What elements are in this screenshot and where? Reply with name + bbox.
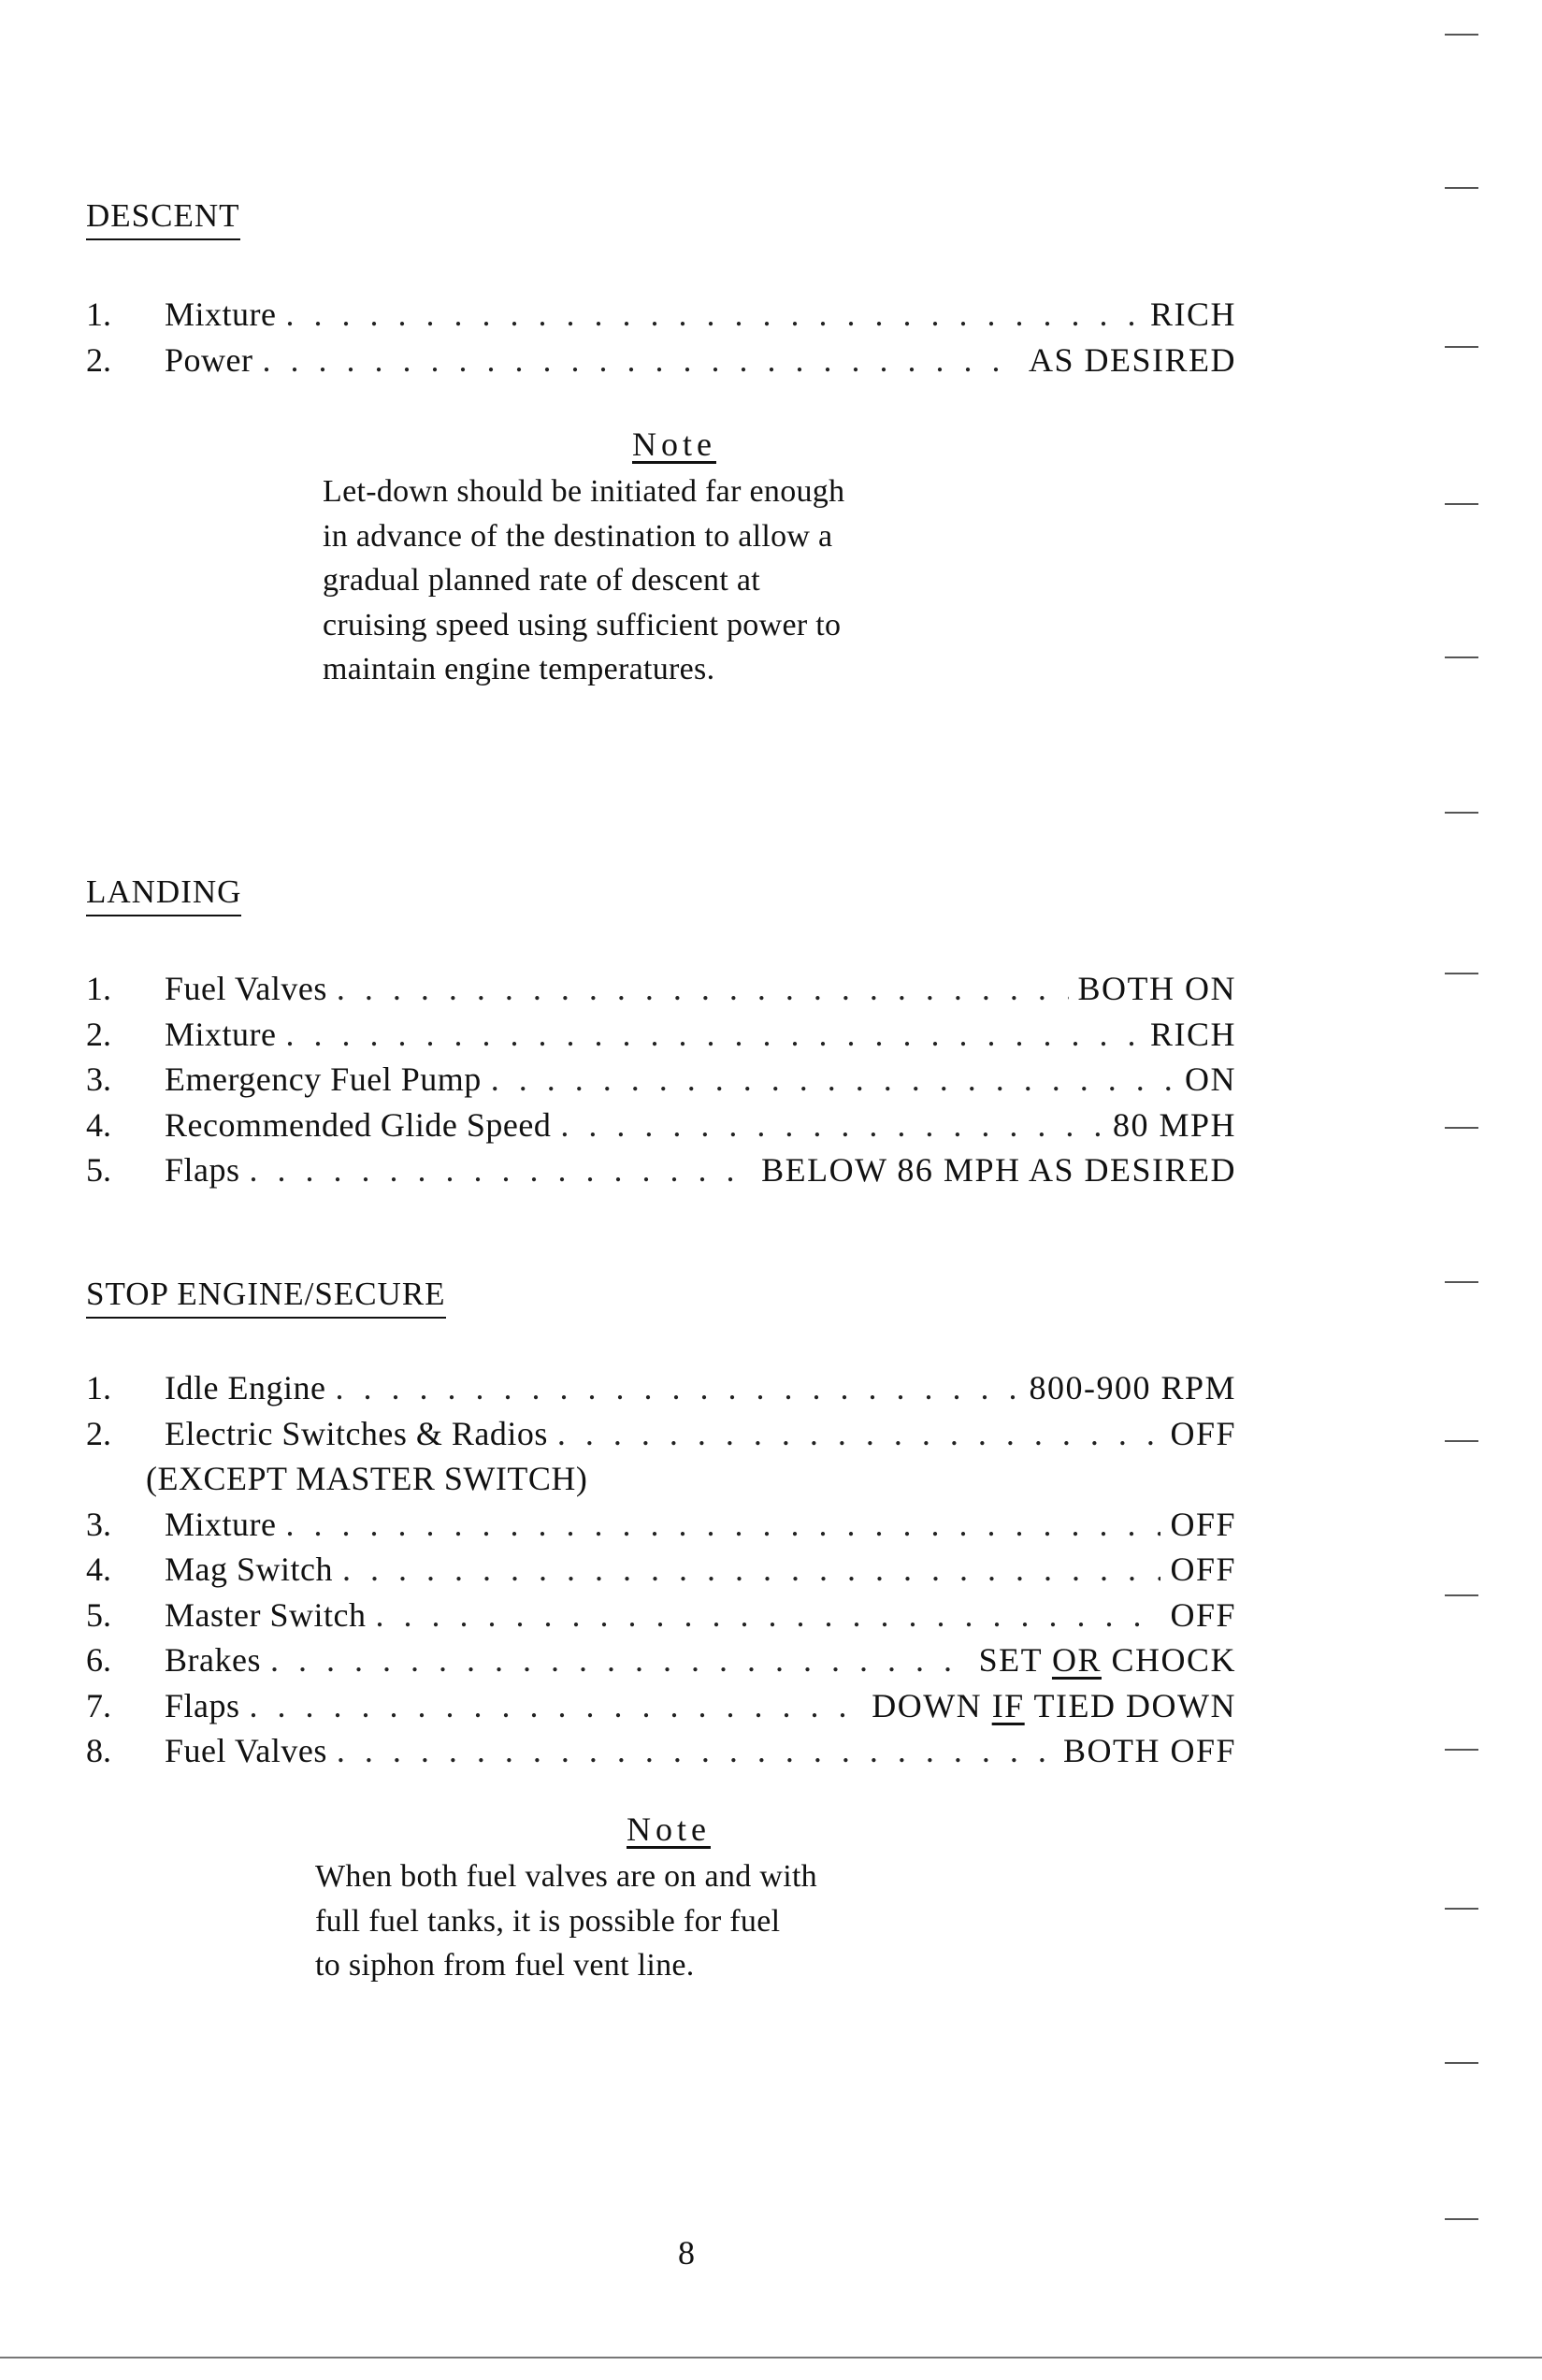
margin-mark bbox=[1445, 187, 1478, 189]
checklist-item bbox=[86, 338, 1236, 383]
margin-mark bbox=[1445, 1749, 1478, 1751]
dot-leader bbox=[263, 338, 1019, 382]
item-value bbox=[979, 1637, 1236, 1682]
dot-leader bbox=[337, 1728, 1054, 1773]
item-label: Mag Switch bbox=[165, 1551, 333, 1588]
value-emphasis: IF bbox=[991, 1686, 1025, 1724]
item-label: Mixture bbox=[165, 1505, 277, 1543]
item-number: 4. bbox=[86, 1105, 111, 1144]
item-label: Electric Switches & Radios bbox=[165, 1414, 548, 1452]
item-value: RICH bbox=[1149, 296, 1236, 333]
section-title-landing: LANDING bbox=[86, 874, 241, 916]
item-number: 3. bbox=[86, 1505, 111, 1543]
item-value: 80 MPH bbox=[1112, 1105, 1236, 1144]
section-title-stop-engine: STOP ENGINE/SECURE bbox=[86, 1277, 446, 1319]
note-line: maintain engine temperatures. bbox=[323, 652, 715, 686]
margin-mark bbox=[1445, 973, 1478, 974]
margin-mark bbox=[1445, 503, 1478, 505]
item-label: Fuel Valves bbox=[165, 1732, 327, 1769]
item-value: BOTH ON bbox=[1077, 970, 1236, 1007]
item-value: 800-900 RPM bbox=[1029, 1369, 1236, 1406]
margin-mark bbox=[1445, 1440, 1478, 1442]
item-value: ON bbox=[1185, 1060, 1236, 1098]
value-part: TIED DOWN bbox=[1024, 1686, 1236, 1724]
stop-engine-note-body bbox=[315, 1854, 817, 1988]
descent-note-body bbox=[323, 469, 844, 692]
page-bottom-edge bbox=[0, 2357, 1542, 2358]
value-part: DOWN bbox=[872, 1686, 992, 1724]
item-number: 4. bbox=[86, 1551, 111, 1588]
checklist-item bbox=[86, 1147, 1236, 1193]
margin-mark bbox=[1445, 1594, 1478, 1596]
item-number: 5. bbox=[86, 1595, 111, 1634]
item-number: 2. bbox=[86, 340, 111, 379]
item-value: BOTH OFF bbox=[1062, 1732, 1236, 1769]
item-number: 1. bbox=[86, 970, 111, 1007]
note-line: gradual planned rate of descent at bbox=[323, 563, 761, 598]
note-line: When both fuel valves are on and with bbox=[315, 1859, 817, 1894]
item-value: BELOW 86 MPH AS DESIRED bbox=[761, 1151, 1236, 1189]
checklist-item bbox=[86, 1411, 1236, 1457]
dot-leader bbox=[342, 1547, 1160, 1592]
item-label: Mixture bbox=[165, 296, 277, 333]
dot-leader bbox=[270, 1637, 970, 1682]
stop-engine-checklist bbox=[86, 1365, 1236, 1774]
dot-leader bbox=[335, 1365, 1019, 1410]
margin-mark bbox=[1445, 34, 1478, 36]
item-value: OFF bbox=[1170, 1595, 1236, 1634]
note-line: full fuel tanks, it is possible for fuel bbox=[315, 1903, 781, 1939]
checklist-item bbox=[86, 1593, 1236, 1638]
dot-leader bbox=[250, 1147, 753, 1192]
item-number: 2. bbox=[86, 1015, 111, 1053]
dot-leader bbox=[557, 1411, 1161, 1456]
checklist-item bbox=[86, 1502, 1236, 1548]
checklist-item bbox=[86, 1103, 1236, 1148]
checklist-item bbox=[86, 1637, 1236, 1683]
item-value bbox=[872, 1683, 1236, 1728]
item-number: 6. bbox=[86, 1641, 111, 1679]
landing-checklist bbox=[86, 966, 1236, 1193]
checklist-item bbox=[86, 292, 1236, 338]
value-part: CHOCK bbox=[1101, 1641, 1236, 1679]
dot-leader bbox=[250, 1683, 863, 1728]
dot-leader bbox=[285, 1502, 1160, 1547]
item-label: Flaps bbox=[165, 1686, 240, 1724]
value-part: SET bbox=[978, 1641, 1052, 1679]
section-title-descent: DESCENT bbox=[86, 198, 240, 240]
dot-leader bbox=[560, 1103, 1103, 1147]
note-line: cruising speed using sufficient power to bbox=[323, 607, 842, 642]
item-value: RICH bbox=[1149, 1015, 1236, 1053]
note-line: in advance of the destination to allow a bbox=[323, 518, 833, 554]
margin-mark bbox=[1445, 1127, 1478, 1129]
item-number: 2. bbox=[86, 1414, 111, 1452]
checklist-item bbox=[86, 1547, 1236, 1593]
dot-leader bbox=[285, 1012, 1141, 1057]
item-label: Recommended Glide Speed bbox=[165, 1105, 552, 1144]
item-label: Power bbox=[165, 340, 253, 379]
descent-checklist bbox=[86, 292, 1236, 382]
item-number: 5. bbox=[86, 1151, 111, 1189]
item-label: Mixture bbox=[165, 1015, 277, 1053]
item-number: 3. bbox=[86, 1060, 111, 1098]
page-number: 8 bbox=[678, 2234, 695, 2272]
dot-leader bbox=[491, 1057, 1175, 1102]
item-label: Brakes bbox=[165, 1641, 261, 1679]
item-label: Emergency Fuel Pump bbox=[165, 1060, 482, 1098]
checklist-item bbox=[86, 966, 1236, 1012]
checklist-item bbox=[86, 1012, 1236, 1058]
checklist-item bbox=[86, 1365, 1236, 1411]
item-value: OFF bbox=[1170, 1551, 1236, 1588]
item-label: Idle Engine bbox=[165, 1369, 326, 1406]
margin-mark bbox=[1445, 2062, 1478, 2064]
checklist-item bbox=[86, 1683, 1236, 1729]
dot-leader bbox=[285, 292, 1141, 337]
item-number: 1. bbox=[86, 1369, 111, 1406]
item-number: 8. bbox=[86, 1732, 111, 1769]
item-label: Flaps bbox=[165, 1151, 240, 1189]
item-value: OFF bbox=[1170, 1414, 1236, 1452]
checklist-item bbox=[86, 1057, 1236, 1103]
item-label: Fuel Valves bbox=[165, 970, 327, 1007]
margin-mark bbox=[1445, 1281, 1478, 1283]
margin-mark bbox=[1445, 346, 1478, 348]
dot-leader bbox=[375, 1593, 1160, 1637]
item-value: AS DESIRED bbox=[1028, 340, 1236, 379]
note-line: Let-down should be initiated far enough bbox=[323, 474, 845, 509]
note-title: Note bbox=[627, 1810, 711, 1848]
checklist-item bbox=[86, 1728, 1236, 1774]
value-emphasis: OR bbox=[1051, 1641, 1102, 1679]
note-title: Note bbox=[632, 426, 716, 463]
item-subnote: (EXCEPT MASTER SWITCH) bbox=[146, 1460, 588, 1497]
item-value: OFF bbox=[1170, 1505, 1236, 1543]
margin-mark bbox=[1445, 2218, 1478, 2220]
margin-mark bbox=[1445, 1908, 1478, 1910]
note-line: to siphon from fuel vent line. bbox=[315, 1948, 695, 1983]
margin-mark bbox=[1445, 656, 1478, 658]
item-number: 1. bbox=[86, 296, 111, 333]
item-label: Master Switch bbox=[165, 1595, 367, 1634]
margin-mark bbox=[1445, 812, 1478, 814]
dot-leader bbox=[337, 966, 1069, 1011]
item-number: 7. bbox=[86, 1686, 111, 1724]
